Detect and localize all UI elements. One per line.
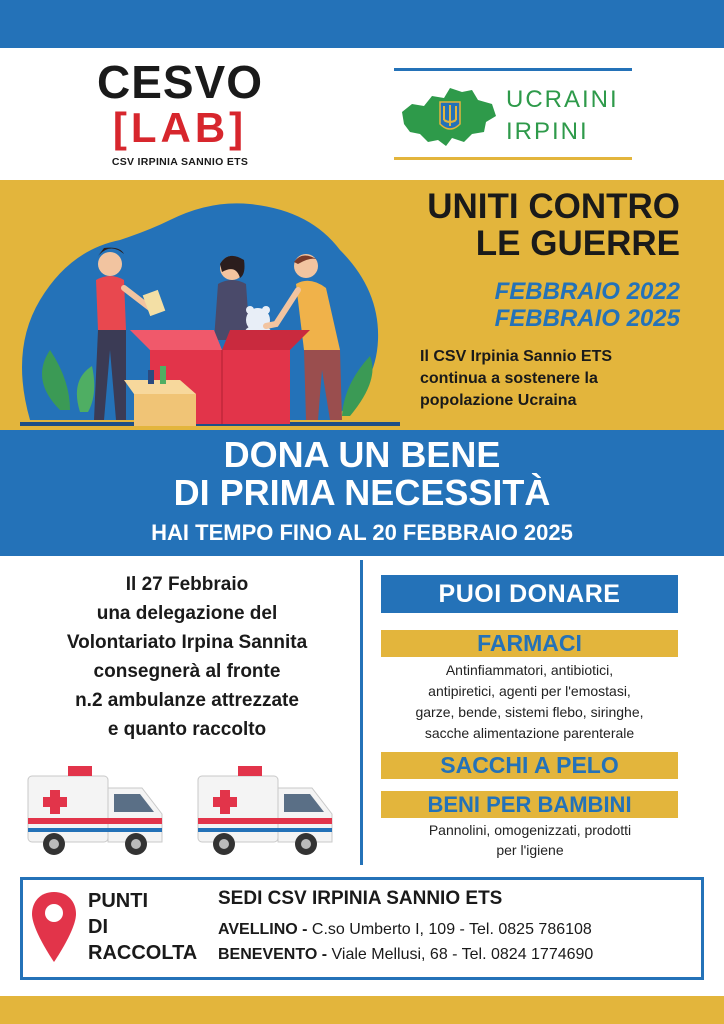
di-word: DI bbox=[88, 916, 108, 938]
bambini-desc-line-1: Pannolini, omogenizzati, prodotti bbox=[428, 822, 632, 838]
support-line-2: continua a sostenere la bbox=[420, 370, 598, 387]
ucraini-irpini-logo bbox=[394, 68, 632, 164]
delegation-announcement bbox=[22, 570, 352, 744]
benevento-details: Viale Mellusi, 68 - Tel. 0824 1774690 bbox=[327, 946, 594, 963]
farmaci-label: FARMACI bbox=[381, 630, 678, 657]
trident-icon bbox=[440, 102, 460, 129]
benevento-city: BENEVENTO - bbox=[218, 946, 328, 963]
ucraini-irpini-wordmark bbox=[506, 84, 632, 148]
farmaci-description bbox=[372, 660, 687, 744]
support-statement bbox=[420, 346, 680, 412]
headline-line-1: UNITI CONTRO bbox=[427, 187, 680, 226]
banner-title-line-2: DI PRIMA NECESSITÀ bbox=[173, 472, 551, 513]
beni-per-bambini-description bbox=[380, 820, 680, 860]
cesvo-logo-subtitle: CSV IRPINIA SANNIO ETS bbox=[111, 156, 249, 168]
ambulance-icon bbox=[24, 762, 169, 858]
collection-sites-title: SEDI CSV IRPINIA SANNIO ETS bbox=[218, 888, 503, 909]
irpini-word: IRPINI bbox=[506, 118, 589, 145]
support-line-3: popolazione Ucraina bbox=[420, 392, 577, 409]
farmaci-desc-line-2: antipiretici, agenti per l'emostasi, bbox=[428, 683, 631, 699]
headline-line-2: LE GUERRE bbox=[475, 224, 680, 263]
donation-banner-title bbox=[0, 436, 724, 512]
map-pin-icon bbox=[30, 890, 78, 964]
hero-headline bbox=[370, 188, 680, 262]
donation-list-heading: PUOI DONARE bbox=[381, 575, 678, 613]
donation-deadline: HAI TEMPO FINO AL 20 FEBBRAIO 2025 bbox=[151, 520, 573, 545]
beni-per-bambini-label: BENI PER BAMBINI bbox=[381, 791, 678, 818]
delegation-line-3: Volontariato Irpina Sannita bbox=[66, 632, 308, 653]
sacchi-a-pelo-label: SACCHI A PELO bbox=[381, 752, 678, 779]
cesvo-lab-logo bbox=[80, 58, 280, 178]
ukraine-map-icon bbox=[398, 78, 500, 154]
date-start: FEBBRAIO 2022 bbox=[494, 278, 680, 305]
hero-dates bbox=[400, 278, 680, 332]
logo-bottom-line bbox=[394, 157, 632, 160]
farmaci-desc-line-3: garze, bende, sistemi flebo, siringhe, bbox=[415, 704, 644, 720]
farmaci-desc-line-1: Antinfiammatori, antibiotici, bbox=[445, 662, 614, 678]
cesvo-logo-title: CESVO bbox=[96, 56, 264, 108]
avellino-address bbox=[218, 921, 698, 939]
ucraini-word: UCRAINI bbox=[506, 86, 619, 113]
delegation-line-6: e quanto raccolto bbox=[107, 719, 267, 740]
banner-title-line-1: DONA UN BENE bbox=[223, 434, 501, 475]
delegation-line-2: una delegazione del bbox=[96, 603, 278, 624]
date-end: FEBBRAIO 2025 bbox=[494, 305, 680, 332]
column-divider bbox=[360, 560, 363, 865]
bambini-desc-line-2: per l'igiene bbox=[496, 842, 564, 858]
cesvo-logo-lab: [LAB] bbox=[112, 104, 248, 151]
top-bar bbox=[0, 0, 724, 48]
avellino-details: C.so Umberto I, 109 - Tel. 0825 786108 bbox=[307, 921, 592, 938]
benevento-address bbox=[218, 946, 698, 964]
logo-top-line bbox=[394, 68, 632, 71]
delegation-line-5: n.2 ambulanze attrezzate bbox=[75, 690, 299, 711]
avellino-city: AVELLINO - bbox=[218, 921, 308, 938]
raccolta-word: RACCOLTA bbox=[88, 942, 198, 964]
bottom-bar bbox=[0, 996, 724, 1024]
ambulance-icon bbox=[194, 762, 339, 858]
support-line-1: Il CSV Irpinia Sannio ETS bbox=[420, 348, 613, 365]
delegation-line-4: consegnerà al fronte bbox=[93, 661, 281, 682]
delegation-line-1: Il 27 Febbraio bbox=[125, 574, 249, 595]
collection-points-label bbox=[88, 888, 208, 966]
farmaci-desc-line-4: sacche alimentazione parenterale bbox=[424, 725, 635, 741]
volunteers-illustration bbox=[0, 180, 420, 434]
punti-word: PUNTI bbox=[88, 890, 148, 912]
